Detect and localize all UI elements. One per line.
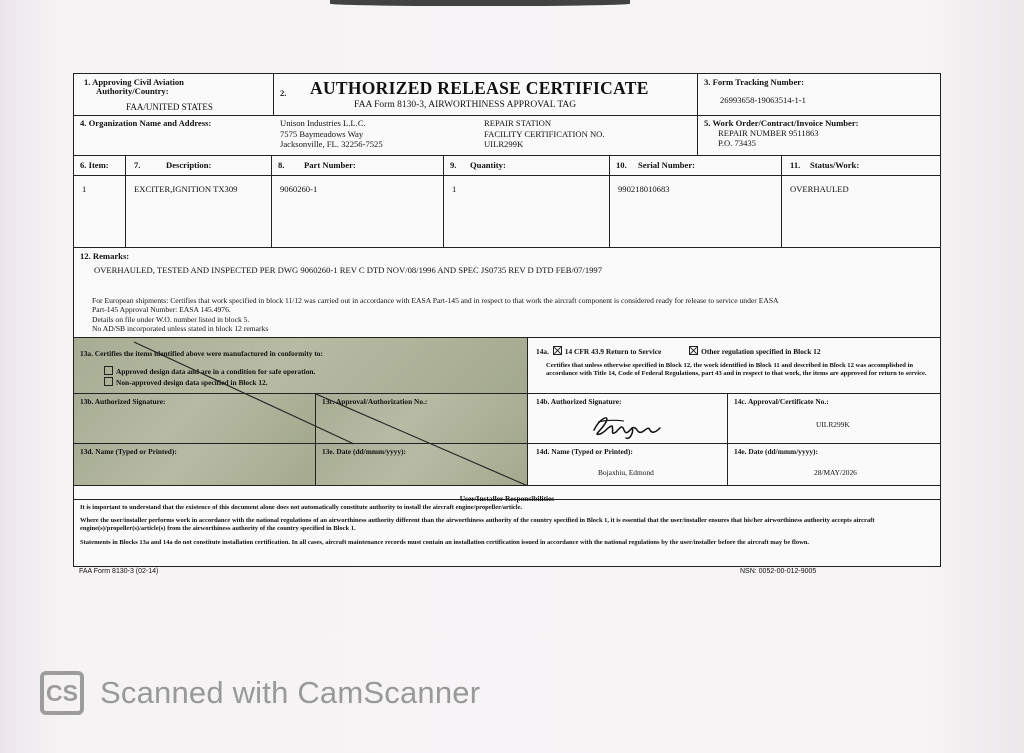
col-part-number: 8.	[278, 160, 285, 170]
block-4-label: 4. Organization Name and Address:	[80, 118, 212, 128]
repair-station-title: REPAIR STATION	[484, 118, 552, 128]
serial-number-value: 990218010683	[618, 184, 670, 194]
block-13e-label: 13e. Date (dd/mmm/yyyy):	[322, 447, 406, 456]
signer-name: Bojaxhiu, Edmond	[598, 468, 654, 477]
block-3	[698, 74, 940, 116]
remarks-eu	[92, 296, 936, 334]
work-order-number: REPAIR NUMBER 9511863	[718, 128, 819, 138]
remarks-eu-line-2: Part-145 Approval Number: EASA 145.4976.	[92, 305, 231, 315]
col-desc-number: 7.	[134, 160, 141, 170]
org-city: Jacksonville, FL. 32256-7525	[280, 139, 383, 149]
block-12-remarks	[74, 248, 940, 338]
block-14a-header	[536, 346, 821, 356]
responsibilities-text	[80, 504, 936, 547]
org-name: Unison Industries L.L.C.	[280, 118, 366, 128]
block-13c-label: 13c. Approval/Authorization No.:	[322, 397, 428, 406]
nsn-footer: NSN: 0052-00-012-9005	[740, 568, 817, 575]
form-title: AUTHORIZED RELEASE CERTIFICATE	[310, 78, 649, 98]
remarks-eu-line-1: For European shipments: Certifies that work specified in block 11/12 was carried out in accordance with EASA Part-145 and in respect to that work the aircraft component is considered ready for release to service under EASA	[92, 296, 779, 305]
block-1-label-2: Authority/Country:	[96, 86, 169, 96]
block-3-label: 3. Form Tracking Number:	[704, 77, 804, 87]
item-value: 1	[82, 184, 87, 194]
approval-certificate-number: UILR299K	[816, 420, 850, 429]
user-installer-header	[74, 486, 940, 503]
col-status-label: Status/Work:	[810, 160, 860, 170]
part-cell	[272, 176, 444, 248]
purchase-order: P.O. 73435	[718, 138, 756, 148]
block-13-strike-lines	[74, 338, 528, 486]
block-13d-label: 13d. Name (Typed or Printed):	[80, 447, 177, 456]
block-14b	[528, 394, 728, 444]
block-14a-label: 14a.	[536, 347, 549, 356]
block-1-label: 1. Approving Civil Aviation	[84, 77, 184, 87]
block-14b-label: 14b. Authorized Signature:	[536, 397, 622, 406]
block-13a-option-2-text: Non-approved design data specified in Block 12.	[116, 378, 268, 387]
form-tracking-number: 26993658-19063514-1-1	[720, 95, 806, 105]
release-date: 28/MAY/2026	[814, 468, 857, 477]
handwritten-signature	[586, 408, 666, 442]
block-2-number: 2.	[280, 88, 287, 98]
part-number-value: 9060260-1	[280, 184, 318, 194]
quantity-cell	[444, 176, 610, 248]
block-14d	[528, 444, 728, 486]
col-header-part	[272, 156, 444, 176]
description-cell	[126, 176, 272, 248]
org-address	[280, 118, 383, 150]
block-1	[74, 74, 274, 116]
col-desc-label: Description:	[166, 160, 212, 170]
block-14c-label: 14c. Approval/Certificate No.:	[734, 397, 829, 406]
col-serial-number: 10.	[616, 160, 627, 170]
camscanner-text: Scanned with CamScanner	[100, 675, 481, 710]
col-header-serial	[610, 156, 782, 176]
block-5-label: 5. Work Order/Contract/Invoice Number:	[704, 118, 859, 128]
block-14d-label: 14d. Name (Typed or Printed):	[536, 447, 633, 456]
camscanner-logo-icon: CS	[40, 671, 84, 715]
authorized-release-certificate	[73, 73, 941, 567]
block-13a-label: 13a. Certifies the items identified above were manufactured in conformity to:	[80, 349, 323, 358]
col-item-label: 6. Item:	[80, 160, 109, 170]
col-status-number: 11.	[790, 160, 801, 170]
block-14a	[528, 338, 940, 394]
camscanner-watermark	[40, 668, 480, 718]
block-5	[698, 116, 940, 156]
remarks-eu-line-4: No AD/SB incorporated unless stated in block 12 remarks	[92, 324, 269, 334]
form-subtitle: FAA Form 8130-3, AIRWORTHINESS APPROVAL TAG	[354, 100, 577, 110]
description-value: EXCITER,IGNITION TX309	[134, 184, 238, 194]
responsibility-2: Where the user/installer performs work in accordance with the national regulations of an airworthiness authority different than the airworthiness authority of the country specified in Block 1, it is essential that the user/installer ensures that his/her airworthiness authority accepts aircraft engine(s)/propeller(s)/article(s) from the airworthiness authority of the country specified in Block 1.	[80, 517, 875, 532]
form-number-footer: FAA Form 8130-3 (02-14)	[79, 568, 159, 575]
block-14e-label: 14e. Date (dd/mmm/yyyy):	[734, 447, 818, 456]
block-2	[274, 74, 698, 116]
col-serial-label: Serial Number:	[638, 160, 696, 170]
col-part-label: Part Number:	[304, 160, 356, 170]
checkbox-other-regulation-checked[interactable]	[689, 346, 698, 355]
repair-station	[484, 118, 605, 150]
responsibility-1: It is important to understand that the existence of this document alone does not automatically constitute authority to install the aircraft engine/propeller/article.	[80, 504, 523, 511]
item-cell	[74, 176, 126, 248]
org-street: 7575 Baymeadows Way	[280, 128, 364, 139]
remarks-eu-line-3: Details on file under W.O. number listed in block 5.	[92, 314, 250, 324]
col-qty-number: 9.	[450, 160, 457, 170]
serial-cell	[610, 176, 782, 248]
responsibility-3: Statements in Blocks 13a and 14a do not constitute installation certification. In all cases, aircraft maintenance records must contain an installation certification issued in accordance with the national regulations by the user/installer before the aircraft may be flown.	[80, 539, 810, 546]
col-qty-label: Quantity:	[470, 160, 506, 170]
checkbox-14cfr-checked[interactable]	[553, 346, 562, 355]
col-header-description	[126, 156, 272, 176]
block-4	[74, 116, 698, 156]
user-installer-title: User/Installer Responsibilities	[459, 494, 555, 503]
remarks-line-1: OVERHAULED, TESTED AND INSPECTED PER DWG 9060260-1 REV C DTD NOV/08/1996 AND SPEC JS0735 REV D DTD FEB/07/1997	[94, 265, 603, 275]
block-13b-label: 13b. Authorized Signature:	[80, 397, 166, 406]
block-14c	[728, 394, 940, 444]
quantity-value: 1	[452, 184, 457, 194]
status-cell	[782, 176, 940, 248]
col-header-item	[74, 156, 126, 176]
col-header-quantity	[444, 156, 610, 176]
block-14a-option-2: Other regulation specified in Block 12	[701, 347, 821, 356]
facility-cert-label: FACILITY CERTIFICATION NO.	[484, 128, 605, 139]
remarks-label: 12. Remarks:	[80, 251, 130, 261]
paper-torn-edge	[330, 0, 630, 6]
block-14e	[728, 444, 940, 486]
status-value: OVERHAULED	[790, 184, 849, 194]
block-14a-option-1: 14 CFR 43.9 Return to Service	[564, 347, 662, 356]
block-1-value: FAA/UNITED STATES	[126, 102, 213, 112]
col-header-status	[782, 156, 940, 176]
block-14a-statement: Certifies that unless otherwise specified in Block 12, the work identified in Block 11 and described in Block 12 was accomplished in accordance with Title 14, Code of Federal Regulations, part 43 and in respect to that work, the items are approved for return to service.	[546, 362, 927, 378]
facility-cert-number: UILR299K	[484, 139, 524, 149]
block-13a-option-1-text: Approved design data and are in a condition for safe operation.	[116, 367, 316, 376]
